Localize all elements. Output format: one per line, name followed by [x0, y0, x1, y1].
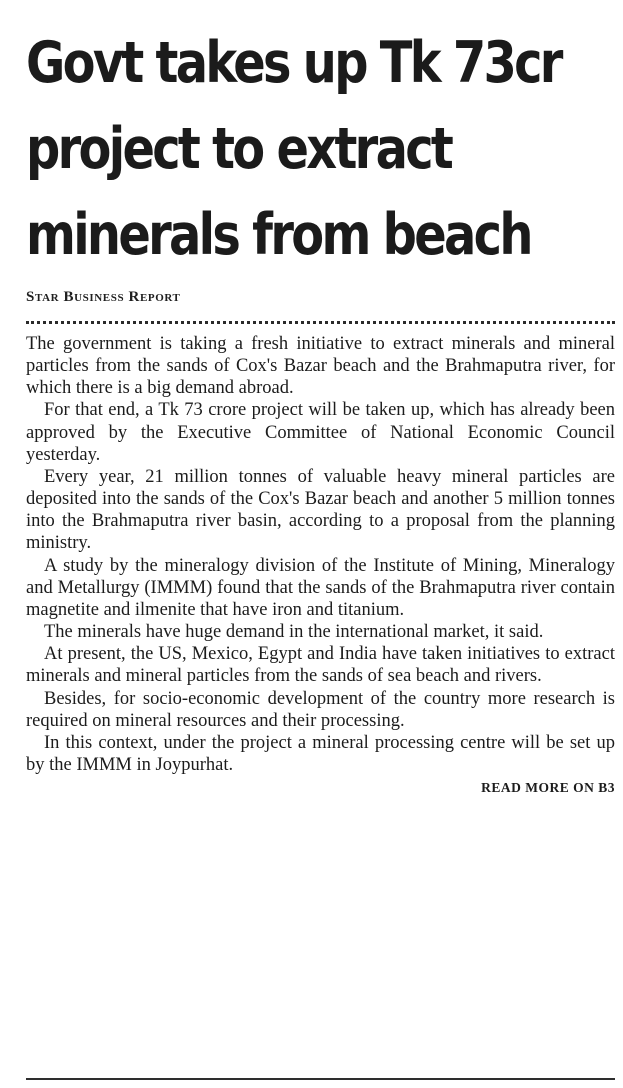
byline: Star Business Report	[26, 289, 181, 305]
body-paragraph: In this context, under the project a mineral processing centre will be set up by the IMMM in Joypurhat.	[26, 732, 615, 775]
headline-line: minerals from beach	[26, 202, 531, 268]
article-body	[26, 333, 615, 776]
body-paragraph: The minerals have huge demand in the international market, it said.	[44, 622, 544, 643]
headline-line: project to extract	[26, 116, 452, 182]
body-paragraph: A study by the mineralogy division of the Institute of Mining, Mineralogy and Metallurgy (IMMM) found that the sands of the Brahmaputra river contain magnetite and ilmenite that have iron and titanium.	[26, 555, 615, 620]
bottom-rule	[26, 1078, 615, 1080]
headline	[26, 20, 561, 278]
body-paragraph: Every year, 21 million tonnes of valuable heavy mineral particles are deposited into the sands of the Cox's Bazar beach and another 5 million tonnes into the Brahmaputra river basin, according to a proposal from the planning ministry.	[26, 466, 615, 554]
body-paragraph: At present, the US, Mexico, Egypt and India have taken initiatives to extract minerals and mineral particles from the sands of sea beach and rivers.	[26, 644, 615, 687]
read-more-jump: READ MORE ON B3	[481, 780, 615, 796]
body-paragraph: For that end, a Tk 73 crore project will be taken up, which has already been approved by the Executive Committee of National Economic Council yesterday.	[26, 400, 615, 465]
dotted-divider	[26, 321, 615, 324]
body-paragraph: Besides, for socio-economic development of the country more research is required on mineral resources and their processing.	[26, 688, 615, 731]
body-paragraph: The government is taking a fresh initiative to extract minerals and mineral particles from the sands of Cox's Bazar beach and the Brahmaputra river, for which there is a big demand abroad.	[26, 334, 615, 399]
headline-line: Govt takes up Tk 73cr	[26, 30, 561, 96]
